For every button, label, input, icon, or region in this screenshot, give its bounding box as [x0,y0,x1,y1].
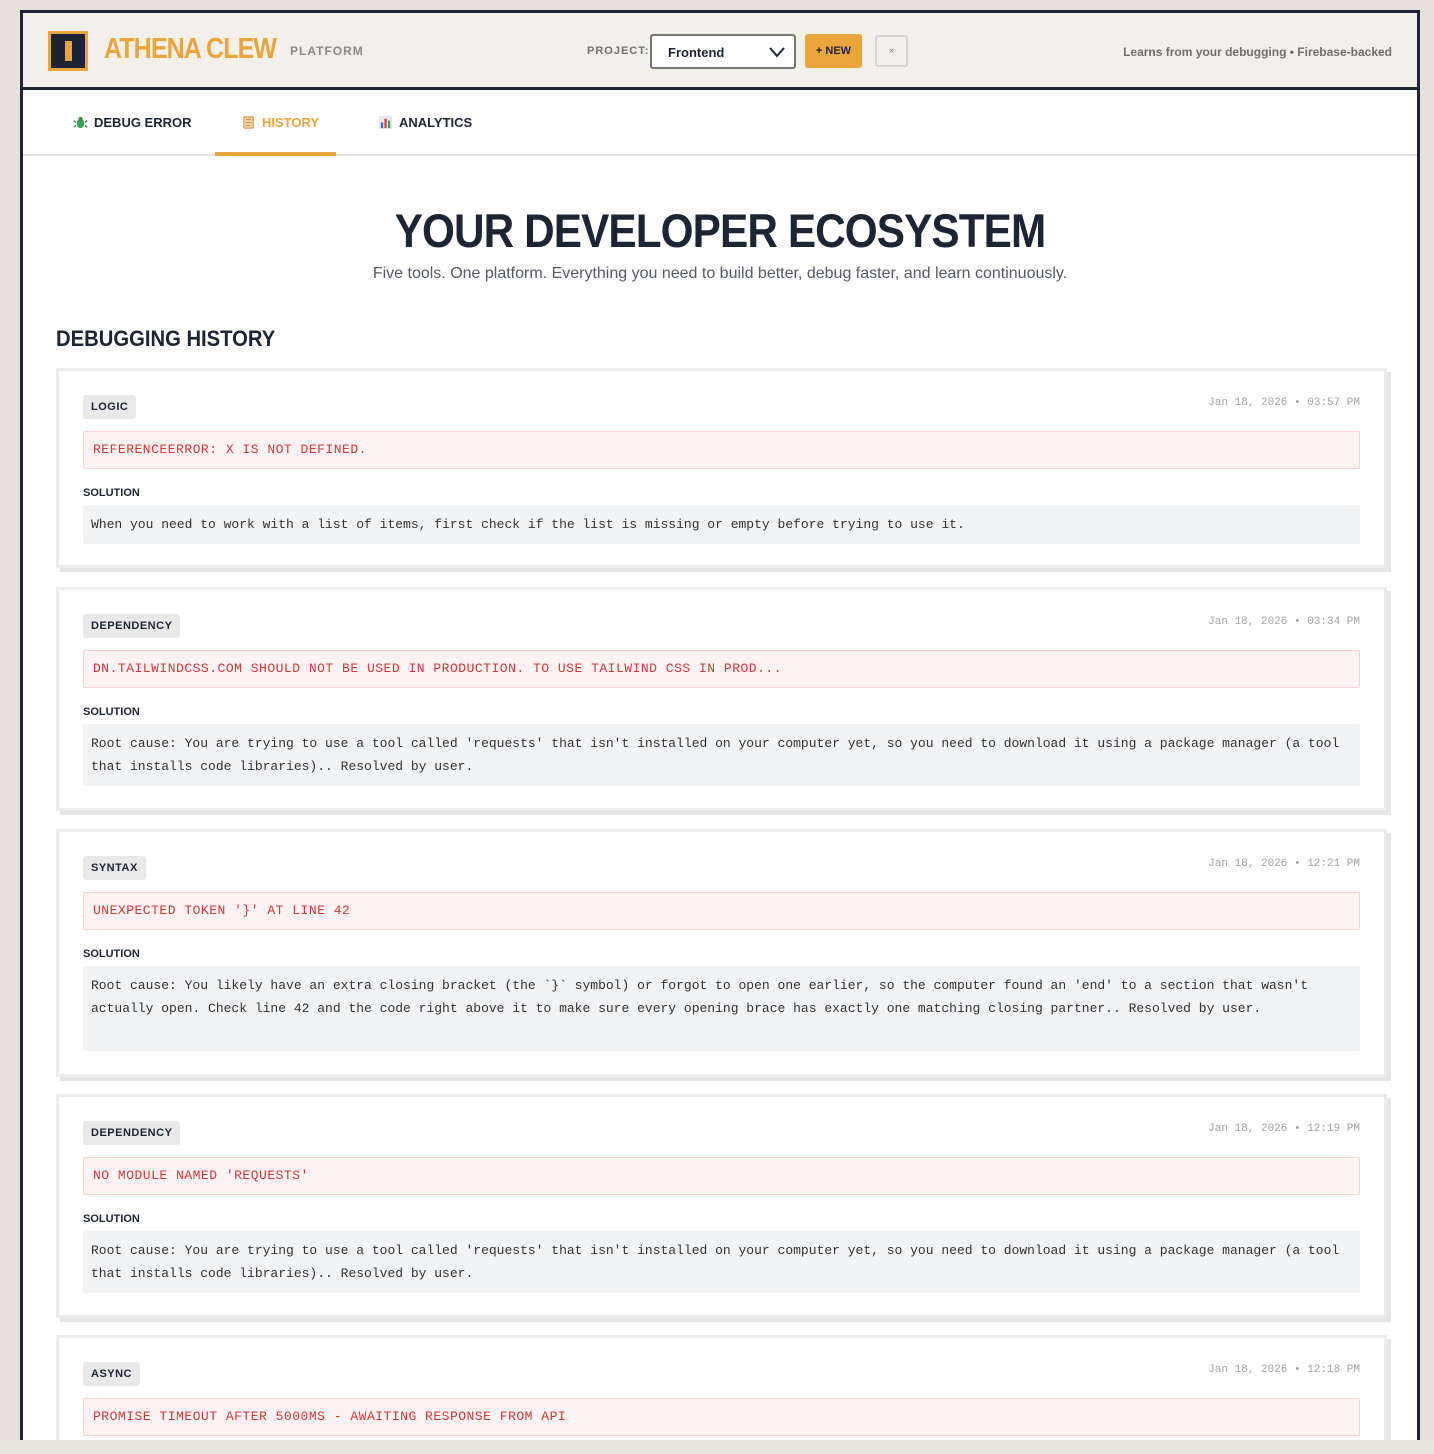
chevron-down-icon [768,45,786,59]
scroll-icon [241,115,256,130]
solution-text: Root cause: You are trying to use a tool called 'requests' that isn't installed on your computer yet, so you need to download it using a package manager (a tool that installs code libraries).. Resolved by user. [83,1231,1360,1293]
error-message: PROMISE TIMEOUT AFTER 5000MS - AWAITING RESPONSE FROM API [83,1398,1360,1436]
window-bottom-edge [0,1440,1434,1454]
history-card [56,1335,1387,1454]
project-label: PROJECT: [587,45,650,57]
solution-label: SOLUTION [83,487,140,499]
category-badge: DEPENDENCY [83,614,180,638]
tab-history[interactable] [215,90,336,154]
solution-label: SOLUTION [83,948,140,960]
timestamp: Jan 18, 2026 • 12:18 PM [1208,1364,1360,1376]
category-badge: SYNTAX [83,856,146,880]
project-select[interactable] [650,34,796,69]
solution-text: When you need to work with a list of items, first check if the list is missing or empty before trying to use it. [83,505,1360,544]
close-button[interactable]: × [875,35,908,67]
category-badge: DEPENDENCY [83,1121,180,1145]
brand-name: ATHENA CLEW [104,33,277,65]
page-title: YOUR DEVELOPER ECOSYSTEM [394,204,1046,257]
timestamp: Jan 18, 2026 • 12:19 PM [1208,1123,1360,1135]
history-card [56,829,1387,1077]
history-card [56,587,1387,811]
header-tagline: Learns from your debugging • Firebase-backed [1123,45,1392,59]
solution-text: Root cause: You are trying to use a tool called 'requests' that isn't installed on your computer yet, so you need to download it using a package manager (a tool that installs code libraries).. Resolved by user. [83,724,1360,786]
timestamp: Jan 18, 2026 • 12:21 PM [1208,858,1360,870]
project-select-value: Frontend [668,45,725,60]
bug-icon [73,115,88,130]
solution-text: Root cause: You likely have an extra closing bracket (the `}` symbol) or forgot to open one earlier, so the computer found an 'end' to a section that wasn't actually open. Check line 42 and the code right above it to make sure every opening brace has exactly one matching closing partner.. Resolved by user. [83,966,1360,1051]
bar-chart-icon [378,115,393,130]
page-subtitle: Five tools. One platform. Everything you need to build better, debug faster, and learn continuously. [372,265,1068,282]
timestamp: Jan 18, 2026 • 03:57 PM [1208,397,1360,409]
solution-label: SOLUTION [83,1213,140,1225]
tab-label: ANALYTICS [399,114,473,130]
error-message: NO MODULE NAMED 'REQUESTS' [83,1157,1360,1195]
history-card [56,1094,1387,1318]
error-message: DN.TAILWINDCSS.COM SHOULD NOT BE USED IN PRODUCTION. TO USE TAILWIND CSS IN PROD... [83,650,1360,688]
logo-icon [48,31,88,71]
new-project-button[interactable]: + NEW [805,34,862,68]
error-message: UNEXPECTED TOKEN '}' AT LINE 42 [83,892,1360,930]
app-window [20,10,1420,1454]
brand-subtitle: PLATFORM [290,44,364,58]
error-message: REFERENCEERROR: X IS NOT DEFINED. [83,431,1360,469]
tab-analytics[interactable] [378,90,472,154]
category-badge: LOGIC [83,395,136,419]
tab-label: HISTORY [262,114,320,130]
timestamp: Jan 18, 2026 • 03:34 PM [1208,616,1360,628]
history-card [56,368,1387,568]
solution-label: SOLUTION [83,706,140,718]
category-badge: ASYNC [83,1362,140,1386]
tab-label: DEBUG ERROR [94,114,192,130]
section-title: DEBUGGING HISTORY [56,326,276,351]
top-header [23,13,1417,90]
tab-debug-error[interactable] [73,90,192,154]
tab-bar [23,90,1417,156]
